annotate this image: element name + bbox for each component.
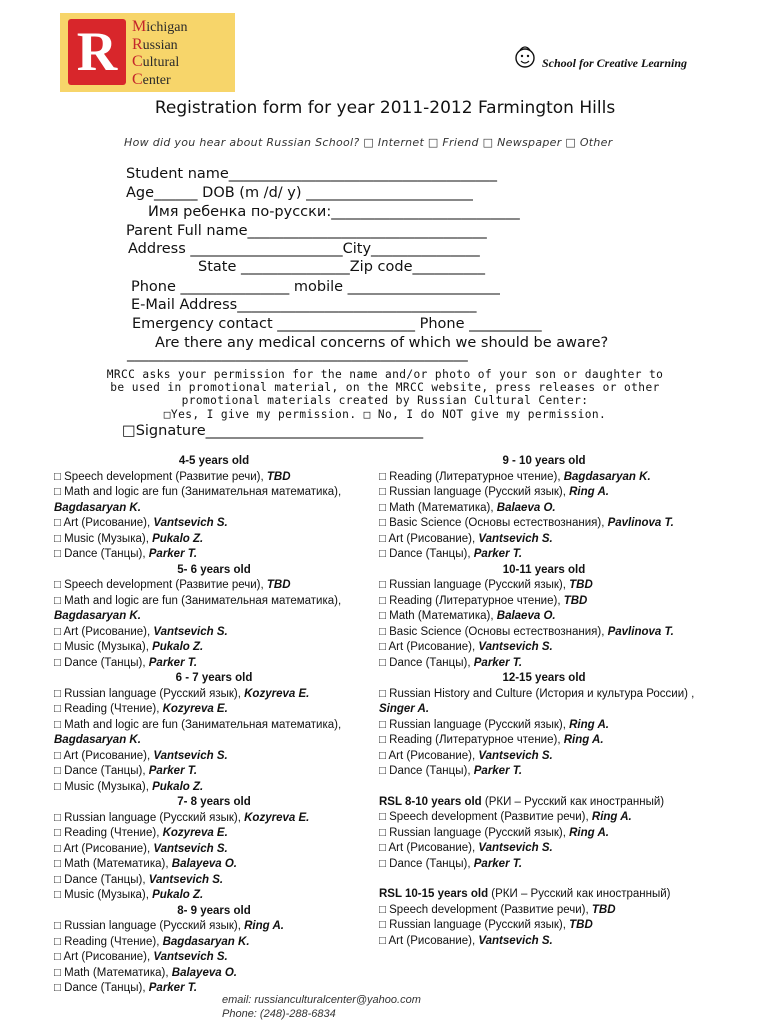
class-name: □ Art (Рисование),	[54, 517, 154, 529]
age-group-heading: 12-15 years old	[502, 672, 586, 684]
class-name: □ Art (Рисование),	[54, 951, 154, 963]
class-name: □ Math (Математика),	[379, 501, 497, 514]
teacher-name: TBD	[591, 903, 616, 916]
class-name: □ Russian language (Русский язык),	[379, 579, 570, 591]
class-option[interactable]	[379, 841, 709, 857]
permission-choice[interactable]: □Yes, I give my permission. □ No, I do NOT give my permission.	[163, 408, 607, 421]
class-name: □ Art (Рисование),	[54, 749, 154, 762]
teacher-name: Pukalo Z.	[152, 532, 204, 545]
school-logo	[514, 40, 688, 90]
teacher-name: Ring A.	[244, 920, 284, 932]
class-option[interactable]	[379, 594, 709, 610]
class-option[interactable]	[379, 718, 709, 734]
class-name: □ Dance (Танцы),	[379, 857, 474, 870]
class-name: □ Basic Science (Основы естествознания),	[379, 517, 608, 529]
class-name: □ Reading (Чтение),	[54, 703, 163, 715]
class-name: □ Music (Музыка),	[54, 780, 153, 793]
teacher-name: TBD	[266, 579, 291, 591]
teacher-name: Parker T.	[473, 548, 523, 560]
class-option[interactable]	[54, 749, 374, 765]
permission-text-2: be used in promotional material, on the MRCC website, press releases or other	[110, 381, 660, 394]
class-name: □ Russian language (Русский язык),	[379, 718, 570, 731]
class-option[interactable]	[54, 966, 374, 982]
teacher-name: Pukalo Z.	[152, 780, 204, 793]
class-option[interactable]	[54, 578, 374, 594]
class-option[interactable]	[54, 687, 374, 703]
class-option[interactable]	[54, 826, 374, 842]
teacher-name: Vantsevich S.	[478, 934, 553, 947]
spacer	[379, 872, 709, 887]
rsl-group-subtitle: (РКИ – Русский как иностранный)	[488, 888, 671, 900]
class-option[interactable]	[379, 826, 709, 842]
age-group-heading: 5- 6 years old	[177, 563, 251, 576]
class-name: □ Dance (Танцы),	[379, 765, 474, 777]
teacher-name: TBD	[563, 594, 588, 607]
teacher-name: Kozyreva E.	[244, 811, 310, 824]
class-option[interactable]	[54, 656, 374, 672]
teacher-name: TBD	[569, 919, 593, 931]
permission-text-1: MRCC asks your permission for the name and/or photo of your son or daughter to	[106, 368, 664, 381]
class-option[interactable]	[54, 702, 374, 718]
class-name: □ Reading (Литературное чтение),	[379, 734, 564, 746]
russian-name-field[interactable]: Имя ребенка по-русски:__________________________	[148, 204, 520, 220]
class-option[interactable]	[379, 625, 709, 641]
class-name: □ Reading (Чтение),	[54, 935, 163, 948]
mrcc-logo	[60, 13, 235, 92]
signature-field[interactable]: □Signature______________________________	[122, 423, 424, 439]
class-name: □ Russian language (Русский язык),	[54, 811, 245, 824]
class-name: □ Art (Рисование),	[54, 842, 154, 855]
student-name-field[interactable]: Student name_____________________________________	[126, 166, 498, 182]
email-field[interactable]: E-Mail Address_________________________________	[131, 297, 477, 313]
teacher-name: Ring A.	[569, 486, 609, 498]
class-option[interactable]	[54, 547, 374, 563]
emergency-contact-field[interactable]: Emergency contact ___________________ Phone __________	[132, 316, 542, 332]
teacher-name: Parker T.	[473, 857, 523, 870]
phone-field[interactable]: Phone _______________ mobile _____________________	[131, 279, 500, 295]
class-name: □ Math and logic are fun (Занимательная математика),	[54, 718, 342, 731]
teacher-name: Kozyreva E.	[162, 703, 228, 715]
age-dob-field[interactable]: Age______ DOB (m /d/ y) _______________________	[126, 185, 473, 201]
rsl-group-heading	[379, 795, 709, 811]
school-logo-text: School for Creative Learning	[542, 56, 688, 70]
class-option[interactable]	[379, 470, 709, 486]
teacher-name: Pukalo Z.	[152, 889, 204, 901]
class-option[interactable]	[379, 609, 709, 625]
class-option[interactable]	[54, 811, 374, 827]
class-name: □ Math (Математика),	[379, 610, 497, 622]
class-name: □ Dance (Танцы),	[54, 873, 149, 886]
class-option[interactable]	[379, 578, 709, 594]
class-name: □ Art (Рисование),	[379, 749, 479, 762]
teacher-name: TBD	[266, 470, 291, 483]
class-name: □ Russian language (Русский язык),	[379, 919, 570, 931]
class-option[interactable]	[54, 485, 374, 516]
teacher-name: Kozyreva E.	[162, 827, 228, 839]
class-name: □ Art (Рисование),	[379, 934, 479, 947]
class-name: □ Music (Музыка),	[54, 641, 153, 653]
class-name: □ Russian language (Русский язык),	[54, 687, 245, 700]
class-name: □ Reading (Литературное чтение),	[379, 594, 564, 607]
class-name: □ Dance (Танцы),	[379, 548, 474, 560]
class-option[interactable]	[54, 919, 374, 935]
teacher-name: Vantsevich S.	[153, 749, 228, 762]
permission-text-3: promotional materials created by Russian Cultural Center:	[181, 394, 589, 407]
footer-contact	[222, 993, 421, 1021]
class-name: □ Art (Рисование),	[379, 641, 479, 653]
page-title: Registration form for year 2011-2012 Farmington Hills	[154, 98, 616, 118]
teacher-name: Bagdasaryan K.	[54, 610, 141, 622]
class-name: □ Russian language (Русский язык),	[379, 486, 570, 498]
class-name: □ Speech development (Развитие речи),	[379, 903, 592, 916]
teacher-name: Vantsevich S.	[478, 749, 553, 762]
class-name: □ Math and logic are fun (Занимательная математика),	[54, 594, 342, 607]
medical-field[interactable]: _______________________________________________	[127, 346, 468, 362]
class-option[interactable]	[379, 810, 709, 826]
age-group-heading: 9 - 10 years old	[502, 455, 586, 467]
teacher-name: Singer A.	[379, 703, 430, 715]
spacer	[379, 780, 709, 795]
class-name: □ Dance (Танцы),	[379, 656, 474, 669]
rsl-group-title: RSL 8-10 years old	[379, 795, 482, 808]
class-name: □ Speech development (Развитие речи),	[54, 470, 267, 483]
class-name: □ Music (Музыка),	[54, 889, 153, 901]
teacher-name: Parker T.	[148, 548, 198, 560]
class-name: □ Dance (Танцы),	[54, 548, 149, 560]
footer-email: email: russianculturalcenter@yahoo.com	[222, 994, 421, 1006]
class-option[interactable]	[379, 501, 709, 517]
teacher-name: Balaeva O.	[496, 501, 556, 514]
class-option[interactable]	[54, 718, 374, 749]
teacher-name: Bagdasaryan K.	[54, 501, 141, 514]
left-class-column	[54, 454, 374, 997]
referral-question[interactable]: How did you hear about Russian School? □ Internet □ Friend □ Newspaper □ Other	[124, 136, 613, 149]
teacher-name: Ring A.	[563, 734, 604, 746]
class-option[interactable]	[54, 780, 374, 796]
class-name: □ Russian language (Русский язык),	[379, 826, 570, 839]
class-option[interactable]	[54, 873, 374, 889]
class-name: □ Russian History and Culture (История и культура России) ,	[379, 687, 695, 700]
class-option[interactable]	[379, 934, 709, 950]
class-name: □ Dance (Танцы),	[54, 765, 149, 777]
class-option[interactable]	[379, 857, 709, 873]
class-option[interactable]	[379, 764, 709, 780]
teacher-name: Vantsevich S.	[153, 842, 228, 855]
class-option[interactable]	[54, 950, 374, 966]
class-option[interactable]	[379, 687, 709, 718]
mrcc-logo-name: Michigan Russian Cultural Center	[132, 18, 188, 88]
state-zip-field[interactable]: State _______________Zip code__________	[198, 259, 485, 275]
parent-name-field[interactable]: Parent Full name_________________________________	[126, 223, 487, 239]
teacher-name: Balayeva O.	[171, 858, 237, 870]
teacher-name: Ring A.	[569, 718, 609, 731]
class-option[interactable]	[54, 640, 374, 656]
class-name: □ Art (Рисование),	[379, 842, 479, 854]
address-field[interactable]: Address _____________________City_______________	[128, 241, 480, 257]
class-option[interactable]	[379, 532, 709, 548]
teacher-name: Vantsevich S.	[153, 951, 228, 963]
class-option[interactable]	[54, 470, 374, 486]
teacher-name: TBD	[569, 579, 593, 591]
class-name: □ Math (Математика),	[54, 858, 172, 870]
teacher-name: Vantsevich S.	[478, 842, 553, 854]
mrcc-logo-mark: R	[68, 19, 126, 85]
teacher-name: Balaeva O.	[496, 610, 556, 622]
age-group-heading: 6 - 7 years old	[175, 672, 253, 684]
age-group-heading: 4-5 years old	[178, 455, 250, 467]
teacher-name: Bagdasaryan K.	[162, 935, 250, 948]
age-group-heading: 8- 9 years old	[177, 904, 251, 917]
class-name: □ Speech development (Развитие речи),	[54, 579, 267, 591]
age-group-heading: 7- 8 years old	[177, 796, 251, 808]
class-option[interactable]	[379, 485, 709, 501]
class-name: □ Dance (Танцы),	[54, 656, 149, 669]
child-face-icon	[514, 42, 536, 70]
class-option[interactable]	[379, 640, 709, 656]
teacher-name: Vantsevich S.	[148, 873, 224, 886]
right-class-column	[379, 454, 709, 949]
teacher-name: Balayeva O.	[171, 966, 237, 979]
class-option[interactable]	[54, 935, 374, 951]
class-name: □ Math and logic are fun (Занимательная математика),	[54, 486, 342, 498]
class-option[interactable]	[379, 749, 709, 765]
class-name: □ Art (Рисование),	[54, 625, 154, 638]
rsl-group-subtitle: (РКИ – Русский как иностранный)	[481, 795, 665, 808]
class-name: □ Speech development (Развитие речи),	[379, 811, 592, 823]
teacher-name: Parker T.	[473, 656, 523, 669]
teacher-name: Bagdasaryan K.	[563, 470, 651, 483]
class-option[interactable]	[379, 918, 709, 934]
teacher-name: Parker T.	[148, 765, 198, 777]
teacher-name: Kozyreva E.	[244, 687, 310, 700]
teacher-name: Parker T.	[148, 656, 198, 669]
class-option[interactable]	[54, 842, 374, 858]
class-option[interactable]	[54, 764, 374, 780]
class-option[interactable]	[54, 857, 374, 873]
medical-question: Are there any medical concerns of which we should be aware?	[155, 335, 609, 351]
class-name: □ Reading (Литературное чтение),	[379, 470, 564, 483]
class-name: □ Reading (Чтение),	[54, 827, 163, 839]
class-option[interactable]	[54, 888, 374, 904]
class-name: □ Music (Музыка),	[54, 532, 153, 545]
class-option[interactable]	[379, 547, 709, 563]
class-name: □ Dance (Танцы),	[54, 982, 149, 994]
class-name: □ Math (Математика),	[54, 966, 172, 979]
age-group-heading: 10-11 years old	[502, 563, 586, 576]
rsl-group-heading	[379, 887, 709, 903]
class-option[interactable]	[379, 733, 709, 749]
teacher-name: Vantsevich S.	[153, 625, 228, 638]
teacher-name: Pavlinova T.	[607, 625, 674, 638]
teacher-name: Ring A.	[569, 826, 609, 839]
class-option[interactable]	[379, 516, 709, 532]
teacher-name: Vantsevich S.	[478, 641, 553, 653]
teacher-name: Pavlinova T.	[607, 517, 674, 529]
teacher-name: Pukalo Z.	[152, 641, 204, 653]
class-option[interactable]	[379, 656, 709, 672]
teacher-name: Parker T.	[148, 982, 198, 994]
teacher-name: Ring A.	[591, 811, 632, 823]
class-name: □ Art (Рисование),	[379, 532, 479, 545]
class-option[interactable]	[54, 516, 374, 532]
class-option[interactable]	[379, 903, 709, 919]
class-option[interactable]	[54, 594, 374, 625]
class-option[interactable]	[54, 625, 374, 641]
class-name: □ Basic Science (Основы естествознания),	[379, 625, 608, 638]
rsl-group-title: RSL 10-15 years old	[379, 888, 489, 900]
teacher-name: Bagdasaryan K.	[54, 734, 141, 746]
class-name: □ Russian language (Русский язык),	[54, 920, 245, 932]
class-option[interactable]	[54, 532, 374, 548]
teacher-name: Parker T.	[473, 765, 523, 777]
teacher-name: Vantsevich S.	[153, 517, 228, 529]
footer-phone: Phone: (248)-288-6834	[222, 1008, 336, 1020]
teacher-name: Vantsevich S.	[478, 532, 553, 545]
